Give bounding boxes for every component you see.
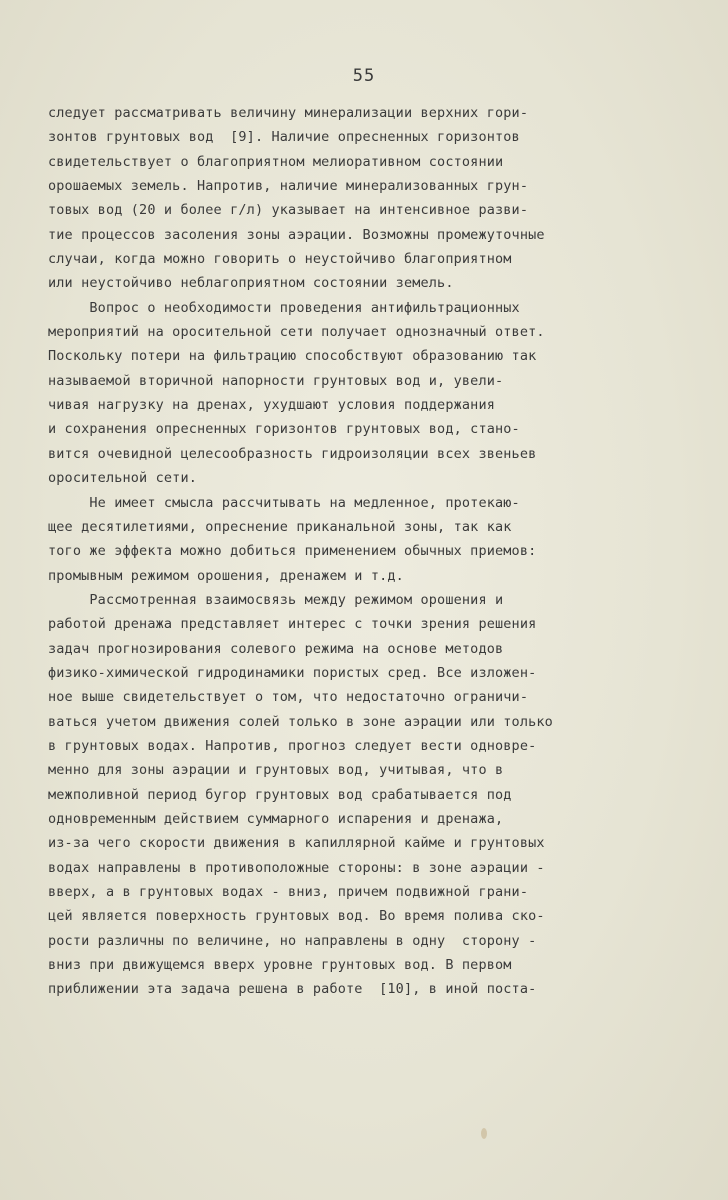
text-line: зонтов грунтовых вод [9]. Наличие опресненных горизонтов: [48, 129, 520, 146]
text-line: мероприятий на оросительной сети получает однозначный ответ.: [48, 324, 545, 341]
text-line: Поскольку потери на фильтрацию способствуют образованию так: [48, 348, 537, 365]
text-line: чивая нагрузку на дренах, ухудшают условия поддержания: [48, 397, 495, 414]
text-line: тие процессов засоления зоны аэрации. Возможны промежуточные: [48, 226, 545, 243]
text-line: межполивной период бугор грунтовых вод срабатывается под: [48, 786, 512, 803]
text-line: рости различны по величине, но направлены в одну сторону -: [48, 932, 537, 949]
text-line: работой дренажа представляет интерес с точки зрения решения: [48, 616, 537, 633]
text-line: оросительной сети.: [48, 470, 197, 487]
text-line: из-за чего скорости движения в капиллярной кайме и грунтовых: [48, 835, 545, 852]
body-text: [48, 101, 673, 1002]
text-line: следует рассматривать величину минерализации верхних гори-: [48, 105, 529, 121]
text-line: цей является поверхность грунтовых вод. Во время полива ско-: [48, 908, 545, 925]
page-number: 55: [352, 66, 376, 86]
text-line: Вопрос о необходимости проведения антифильтрационных: [48, 299, 520, 316]
text-line: или неустойчиво неблагоприятном состоянии земель.: [48, 275, 454, 292]
text-line: вверх, а в грунтовых водах - вниз, причем подвижной грани-: [48, 884, 529, 900]
text-line: свидетельствует о благоприятном мелиоративном состоянии: [48, 153, 504, 170]
text-line: Не имеет смысла рассчитывать на медленное, протекаю-: [48, 494, 520, 511]
text-line: приближении эта задача решена в работе [10], в иной поста-: [48, 981, 537, 998]
text-line: в грунтовых водах. Напротив, прогноз следует вести одновре-: [48, 737, 537, 754]
paper-speck: [481, 1128, 487, 1139]
text-line: называемой вторичной напорности грунтовых вод и, увели-: [48, 372, 504, 389]
text-line: одновременным действием суммарного испарения и дренажа,: [48, 810, 504, 827]
text-line: вниз при движущемся вверх уровне грунтовых вод. В первом: [48, 957, 512, 974]
text-line: ное выше свидетельствует о том, что недостаточно ограничи-: [48, 689, 529, 706]
text-line: орошаемых земель. Напротив, наличие минерализованных грун-: [48, 178, 529, 195]
text-line: промывным режимом орошения, дренажем и т.д.: [48, 567, 404, 584]
text-line: вится очевидной целесообразность гидроизоляции всех звеньев: [48, 445, 537, 462]
text-line: щее десятилетиями, опреснение приканальной зоны, так как: [48, 518, 512, 535]
text-line: Рассмотренная взаимосвязь между режимом орошения и: [48, 591, 504, 608]
text-line: и сохранения опресненных горизонтов грунтовых вод, стано-: [48, 421, 520, 438]
text-line: менно для зоны аэрации и грунтовых вод, учитывая, что в: [48, 762, 504, 779]
text-line: физико-химической гидродинамики пористых сред. Все изложен-: [48, 664, 537, 681]
text-line: задач прогнозирования солевого режима на основе методов: [48, 640, 504, 657]
text-line: того же эффекта можно добиться применением обычных приемов:: [48, 543, 537, 560]
text-line: ваться учетом движения солей только в зоне аэрации или только: [48, 713, 553, 730]
text-line: случаи, когда можно говорить о неустойчиво благоприятном: [48, 251, 512, 268]
text-line: водах направлены в противоположные стороны: в зоне аэрации -: [48, 859, 545, 876]
text-line: товых вод (20 и более г/л) указывает на интенсивное разви-: [48, 202, 529, 219]
